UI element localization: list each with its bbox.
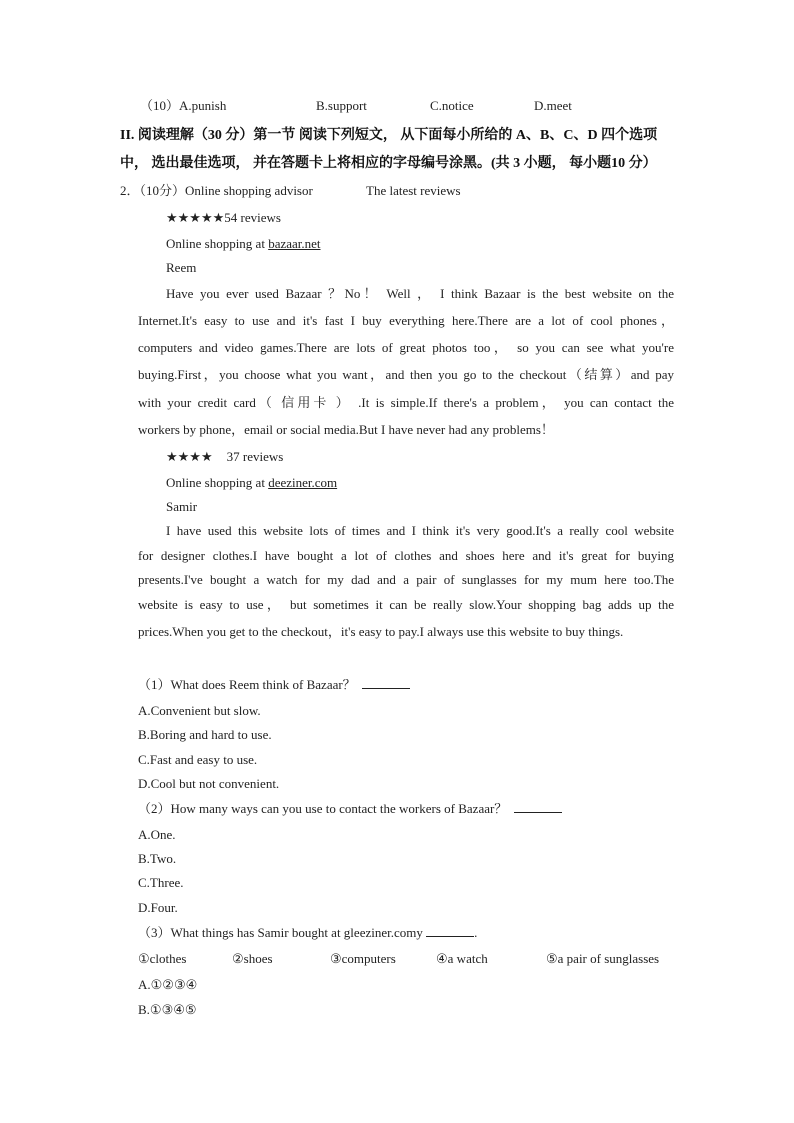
section-heading-line-2: 中， 选出最佳选项， 并在答题卡上将相应的字母编号涂黑。(共 3 小题， 每小题10 分） [120,156,657,171]
question-2-header: 2．（10分）Online shopping advisor [120,183,313,198]
review-2-line-5: prices.When you get to the checkout，it's easy to pay.I always use this website to buy things. [138,624,624,639]
sub-3-item-4: ④a watch [436,951,488,966]
q10-option-a-text: A.punish [179,98,227,113]
review-1-count: 54 reviews [224,210,281,225]
review-1-line-3: computers and video games.There are lots of great photos too， so you can see what you're [138,340,674,355]
sub-3-option-b: B.①③④⑤ [138,1002,197,1017]
review-2-site-link[interactable]: deeziner.com [268,475,338,490]
review-1-rating [166,209,281,228]
q10-option-a [140,97,226,115]
review-2-line-3: presents.I've bought a watch for my dad and a pair of sunglasses for my mum here too.The [138,572,674,587]
sub-question-3-stem [138,924,477,942]
sub-2-option-a: A.One. [138,827,176,842]
review-1-line-5: with your credit card（ 信用卡 ） .It is simple.If there's a problem， you can contact the [138,395,674,410]
sub-2-option-d: D.Four. [138,900,178,915]
sub-3-item-3: ③computers [330,951,396,966]
section-heading-line-1: II. 阅读理解（30 分）第一节 阅读下列短文， 从下面每小所给的 A、B、C、D 四个选项 [120,128,658,143]
sub-question-2-stem [138,800,562,818]
review-1-stars: ★★★★★ [166,211,225,226]
answer-blank-3[interactable] [426,924,474,937]
sub-3-item-5: ⑤a pair of sunglasses [546,951,660,966]
review-1-line-2: Internet.It's easy to use and it's fast I buy everything here.There are a lot of cool phones， [138,313,674,328]
review-1-site-line [166,235,321,253]
review-2-site-line [166,474,337,492]
sub-question-2-text: （2）How many ways can you use to contact the workers of Bazaar？ [138,801,508,816]
sub-question-3-text: （3）What things has Samir bought at gleeziner.comy [138,925,423,940]
q10-option-d: D.meet [534,98,572,113]
q10-option-b: B.support [316,98,367,113]
sub-3-item-1: ①clothes [138,951,187,966]
sub-1-option-c: C.Fast and easy to use. [138,752,258,767]
review-2-site-prefix: Online shopping at [166,475,269,490]
sub-question-1-stem [138,676,410,694]
sub-2-option-c: C.Three. [138,875,184,890]
review-2-stars: ★★★★ [166,450,213,465]
question-2-header-right: The latest reviews [366,183,461,198]
answer-blank-1[interactable] [362,676,410,689]
review-1-site-prefix: Online shopping at [166,236,269,251]
review-2-rating [166,448,283,467]
review-1-author: Reem [166,260,197,275]
sub-1-option-a: A.Convenient but slow. [138,703,261,718]
review-2-line-1: I have used this website lots of times and I think it's very good.It's a really cool website [166,523,674,538]
sub-question-1-text: （1）What does Reem think of Bazaar？ [138,677,356,692]
answer-blank-2[interactable] [514,800,562,813]
q10-label: （10） [140,98,180,113]
review-2-author: Samir [166,499,198,514]
sub-3-option-a: A.①②③④ [138,977,198,992]
sub-3-item-2: ②shoes [232,951,273,966]
review-2-count: 37 reviews [226,449,284,464]
q10-option-c: C.notice [430,98,474,113]
review-1-line-4: buying.First，you choose what you want，and then you go to the checkout（结算）and pay [138,367,674,382]
review-1-site-link[interactable]: bazaar.net [268,236,321,251]
sub-1-option-d: D.Cool but not convenient. [138,776,280,791]
sub-1-option-b: B.Boring and hard to use. [138,727,272,742]
review-1-line-1: Have you ever used Bazaar ？No！ Well ， I think Bazaar is the best website on the [166,286,674,301]
sub-question-3-end: . [474,925,478,940]
review-2-line-4: website is easy to use， but sometimes it can be really slow.Your shopping bag adds up the [138,597,674,612]
review-1-line-6: workers by phone，email or social media.But I have never had any problems！ [138,422,554,437]
review-2-line-2: for designer clothes.I have bought a lot of clothes and shoes here and it's great for buying [138,548,674,563]
sub-2-option-b: B.Two. [138,851,177,866]
